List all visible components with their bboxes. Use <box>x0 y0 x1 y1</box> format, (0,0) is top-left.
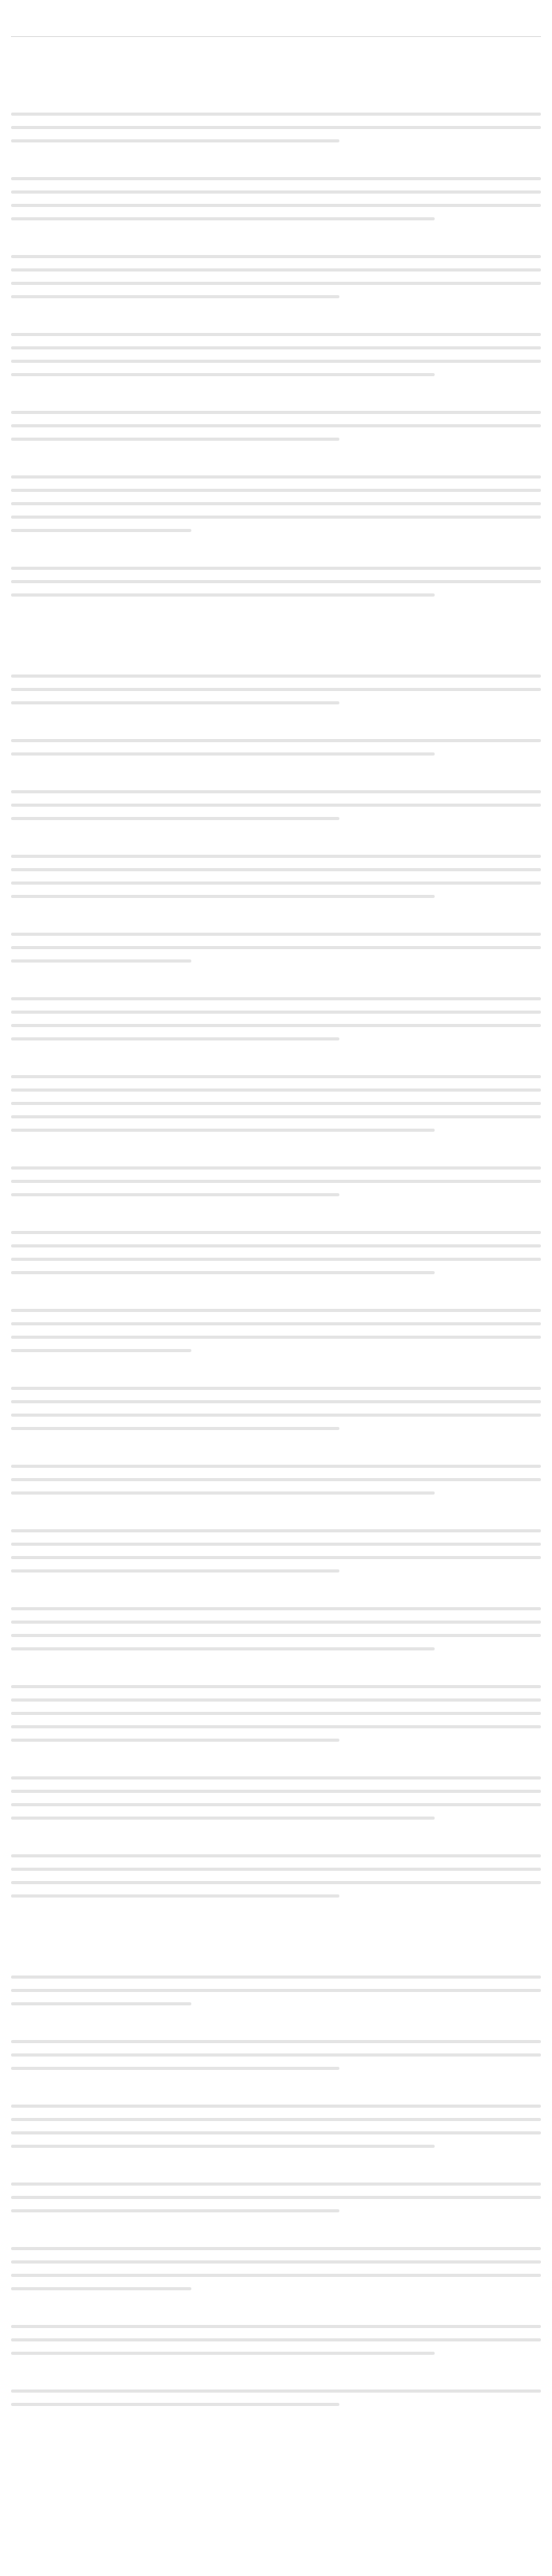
paragraph <box>11 1524 541 1591</box>
paragraph <box>11 1459 541 1513</box>
paragraph-text <box>11 1357 541 1370</box>
paragraph-text <box>11 903 541 916</box>
paragraph-text <box>11 1577 541 1591</box>
paragraph-text <box>11 1499 541 1513</box>
paragraph <box>11 2099 541 2166</box>
paragraph <box>11 2242 541 2308</box>
section-gap <box>11 1927 541 1950</box>
paragraph <box>11 849 541 916</box>
paragraph <box>11 107 541 161</box>
paragraph <box>11 1849 541 1916</box>
paragraph <box>11 1771 541 1838</box>
document-body <box>11 43 541 2424</box>
paragraph-text <box>11 2217 541 2230</box>
paragraph <box>11 1970 541 2023</box>
title-divider <box>11 36 541 37</box>
section-gap <box>11 626 541 649</box>
paragraph-text <box>11 147 541 161</box>
paragraph-text <box>11 1045 541 1059</box>
paragraph <box>11 2177 541 2230</box>
paragraph <box>11 1381 541 1448</box>
paragraph-text <box>11 967 541 981</box>
paragraph-text <box>11 225 541 238</box>
paragraph-text <box>11 1279 541 1292</box>
paragraph <box>11 2319 541 2373</box>
paragraph-text <box>11 2295 541 2308</box>
paragraph <box>11 327 541 394</box>
section-heading <box>11 1950 541 1962</box>
paragraph-text <box>11 709 541 723</box>
section-heading <box>11 63 541 75</box>
paragraph <box>11 172 541 238</box>
paragraph-text <box>11 445 541 459</box>
paragraph <box>11 470 541 550</box>
paragraph-text <box>11 825 541 838</box>
paragraph <box>11 1225 541 1292</box>
paragraph <box>11 669 541 723</box>
paragraph-text <box>11 760 541 774</box>
paragraph <box>11 2035 541 2088</box>
paragraph-text <box>11 1655 541 1669</box>
paragraph-text <box>11 83 541 96</box>
section-heading <box>11 649 541 661</box>
paragraph <box>11 561 541 615</box>
paragraph <box>11 785 541 838</box>
paragraph-text <box>11 1201 541 1214</box>
paragraph <box>11 1070 541 1150</box>
paragraph-text <box>11 1746 541 1760</box>
paragraph-text <box>11 2153 541 2166</box>
paragraph <box>11 1680 541 1760</box>
page-title <box>11 8 541 28</box>
paragraph <box>11 1602 541 1669</box>
paragraph <box>11 734 541 774</box>
paragraph <box>11 1303 541 1370</box>
paragraph-text <box>11 2075 541 2088</box>
paragraph <box>11 927 541 981</box>
paragraph-text <box>11 601 541 615</box>
paragraph-text <box>11 1136 541 1150</box>
paragraph-text <box>11 303 541 316</box>
paragraph-text <box>11 1902 541 1916</box>
paragraph-text <box>11 537 541 550</box>
paragraph <box>11 2384 541 2424</box>
paragraph <box>11 405 541 459</box>
paragraph-text <box>11 381 541 394</box>
paragraph-text <box>11 2010 541 2023</box>
paragraph <box>11 1161 541 1214</box>
paragraph-text <box>11 1435 541 1448</box>
document-subtitle <box>11 43 541 55</box>
paragraph <box>11 992 541 1059</box>
paragraph-text <box>11 2360 541 2373</box>
paragraph <box>11 83 541 96</box>
paragraph-text <box>11 1824 541 1838</box>
paragraph-text <box>11 2411 541 2424</box>
paragraph <box>11 249 541 316</box>
